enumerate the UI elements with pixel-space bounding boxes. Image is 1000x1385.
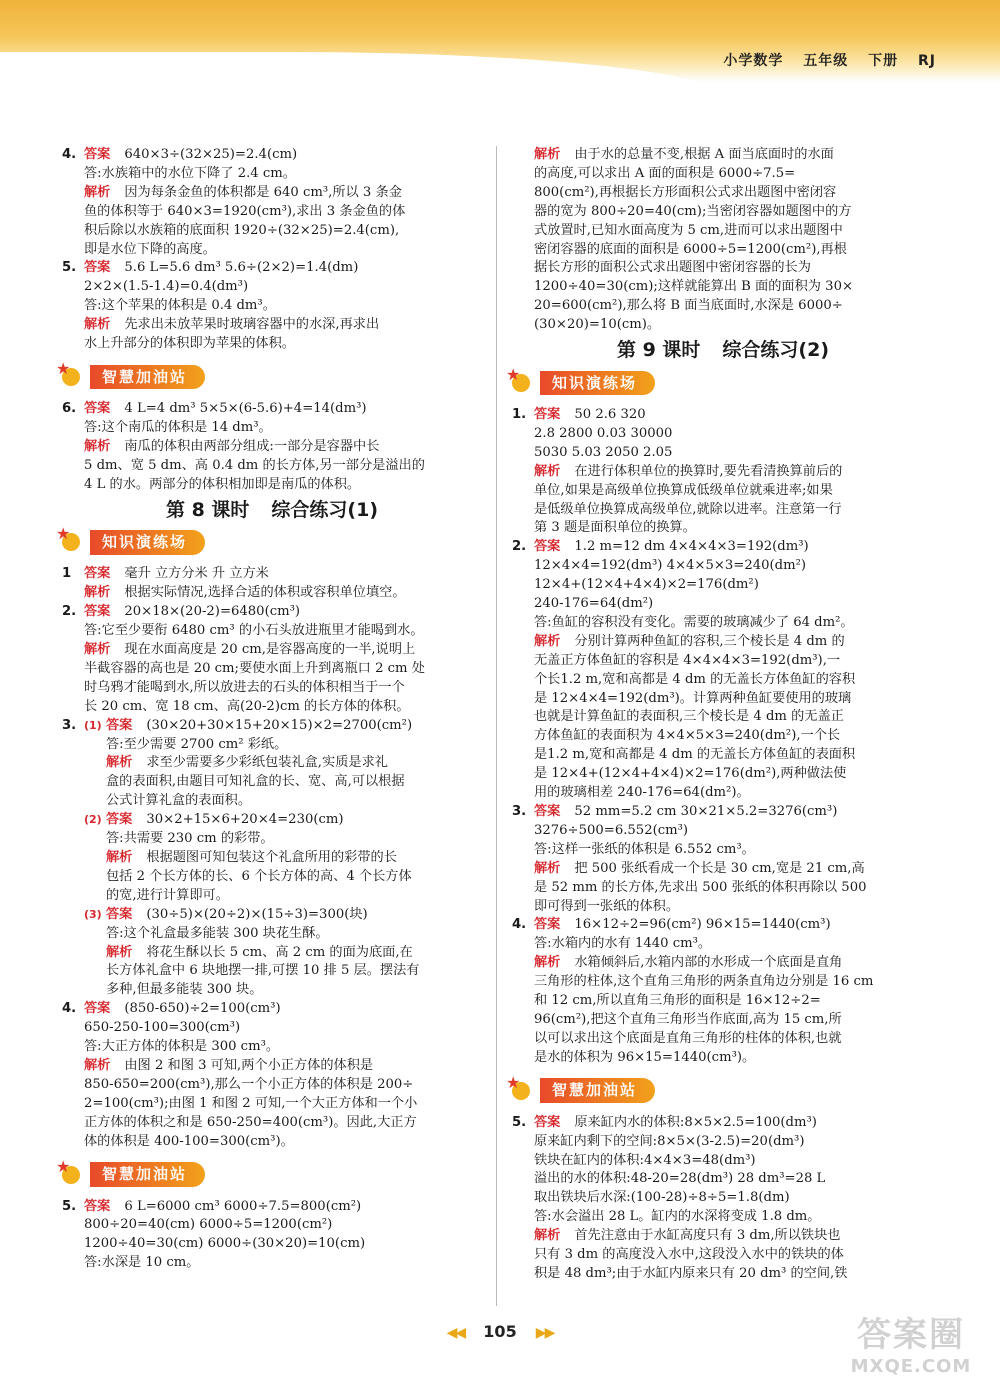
lesson8-question-2 bbox=[62, 603, 482, 716]
star-badge-icon bbox=[56, 364, 90, 390]
answer-text: 30×2+15×6+20×4=230(cm) bbox=[146, 812, 344, 828]
analysis-line: 三角形的柱体,这个直角三角形的两条直角边分别是 16 cm bbox=[534, 974, 874, 990]
analysis-line: 包括 2 个长方体的长、6 个长方体的高、4 个长方体 bbox=[106, 868, 412, 884]
lesson9-question-4 bbox=[512, 916, 934, 1067]
analysis-line: 正方体的体积之和是 650-250=400(cm³)。因此,大正方 bbox=[84, 1114, 417, 1130]
answer-text: 5.6 L=5.6 dm³ 5.6÷(2×2)=1.4(dm) bbox=[124, 260, 359, 276]
star-badge-icon bbox=[506, 370, 540, 396]
analysis-line: 积后除以水族箱的底面积 1920÷(32×25)=2.4(cm), bbox=[84, 222, 400, 238]
analysis-line: 积是 48 dm³;由于水缸内原来只有 20 dm³ 的空间,铁 bbox=[534, 1265, 848, 1281]
section-header-practice bbox=[56, 525, 482, 559]
analysis-line: 长方体礼盒中 6 块地摆一排,可摆 10 排 5 层。摆法有 bbox=[106, 963, 420, 979]
analysis-line: 以可以求出这个底面是直角三角形的柱体的体积,也就 bbox=[534, 1030, 842, 1046]
answer-line: 原来缸内剩下的空间:8×5×(3-2.5)=20(dm³) bbox=[534, 1133, 805, 1149]
analysis-tag: 解析 bbox=[84, 642, 111, 658]
question-number: 2. bbox=[62, 604, 77, 620]
answer-line: 答:共需要 230 cm 的彩带。 bbox=[106, 831, 274, 847]
answer-text: 原来缸内水的体积:8×5×2.5=100(dm³) bbox=[574, 1114, 817, 1130]
analysis-line: 时乌鸦才能喝到水,所以放进去的石头的体积相当于一个 bbox=[84, 679, 405, 695]
edition-label: RJ bbox=[918, 53, 936, 69]
answer-line: 650-250-100=300(cm³) bbox=[84, 1020, 241, 1036]
lesson-8-title bbox=[62, 498, 482, 521]
answer-line: 答:水深是 10 cm。 bbox=[84, 1255, 200, 1271]
analysis-tag: 解析 bbox=[534, 633, 561, 649]
analysis-line: 根据实际情况,选择合适的体积或容积单位填空。 bbox=[124, 585, 406, 601]
analysis-line: 即可得到一张纸的体积。 bbox=[534, 898, 680, 914]
volume-label: 下册 bbox=[868, 53, 899, 69]
analysis-line: 是 52 mm 的长方体,先求出 500 张纸的体积再除以 500 bbox=[534, 879, 867, 895]
answer-text: 4 L=4 dm³ 5×5×(6-5.6)+4=14(dm³) bbox=[124, 400, 367, 416]
analysis-line: 也就是计算鱼缸的表面积,三个棱长是 4 dm 的无盖正 bbox=[534, 709, 844, 725]
section-label: 智慧加油站 bbox=[90, 365, 205, 390]
answer-line: 铁块在缸内的体积:4×4×3=48(dm³) bbox=[534, 1152, 756, 1168]
sub-number: (3) bbox=[84, 907, 102, 921]
answer-text: 6 L=6000 cm³ 6000÷7.5=800(cm²) bbox=[124, 1198, 362, 1214]
analysis-line: 密闭容器的底面的面积是 6000÷5=1200(cm²),再根 bbox=[534, 241, 847, 257]
lesson-9-title bbox=[512, 341, 934, 360]
answer-text: (30×20+30×15+20×15)×2=2700(cm²) bbox=[146, 717, 413, 733]
question-number: 4. bbox=[62, 1001, 77, 1017]
analysis-line: 是 12×4+(12×4+4×4)×2=176(dm²),两种做法使 bbox=[534, 766, 847, 782]
lesson9-question-3 bbox=[512, 803, 934, 916]
analysis-line: 求至少需要多少彩纸包装礼盒,实质是求礼 bbox=[146, 755, 388, 771]
watermark-url: MXQE.COM bbox=[850, 1356, 972, 1377]
section-header-practice bbox=[506, 366, 934, 400]
analysis-line: 是低级单位换算成高级单位,就除以进率。注意第一行 bbox=[534, 501, 842, 517]
analysis-line: 把 500 张纸看成一个长是 30 cm,宽是 21 cm,高 bbox=[574, 860, 865, 876]
analysis-line: 用的玻璃相差 240-176=64(dm²)。 bbox=[534, 785, 750, 801]
answer-line: 溢出的水的体积:48-20=28(dm³) 28 dm³=28 L bbox=[534, 1171, 826, 1187]
star-badge-icon bbox=[56, 1162, 90, 1188]
watermark-title: 答案圈 bbox=[857, 1315, 965, 1355]
analysis-tag: 解析 bbox=[84, 585, 111, 601]
analysis-line: 南瓜的体积由两部分组成:一部分是容器中长 bbox=[124, 438, 380, 454]
answer-tag: 答案 bbox=[534, 1114, 561, 1130]
answer-line: 答:这个南瓜的体积是 14 dm³。 bbox=[84, 419, 272, 435]
analysis-line: 先求出未放苹果时玻璃容器中的水深,再求出 bbox=[124, 317, 380, 333]
analysis-line: (30×20)=10(cm)。 bbox=[534, 317, 661, 333]
answer-line: 答:这个苹果的体积是 0.4 dm³。 bbox=[84, 298, 276, 314]
answer-tag: 答案 bbox=[84, 1198, 111, 1214]
analysis-line: 是 12×4×4=192(dm³)。计算两种鱼缸要使用的玻璃 bbox=[534, 690, 852, 706]
analysis-line: 水箱倾斜后,水箱内部的水形成一个底面是直角 bbox=[574, 955, 843, 971]
analysis-tag: 解析 bbox=[534, 147, 561, 162]
answer-line: 1200÷40=30(cm) 6000÷(30×20)=10(cm) bbox=[84, 1236, 366, 1252]
analysis-tag: 解析 bbox=[534, 955, 561, 971]
analysis-tag: 解析 bbox=[84, 184, 111, 200]
banner-wave bbox=[0, 52, 720, 96]
analysis-line: 只有 3 dm 的高度没入水中,这段没入水中的铁块的体 bbox=[534, 1247, 844, 1263]
answer-line: 答:水族箱中的水位下降了 2.4 cm。 bbox=[84, 165, 296, 181]
answer-line: 取出铁块后水深:(100-28)÷8÷5=1.8(dm) bbox=[534, 1190, 790, 1206]
analysis-line: 由图 2 和图 3 可知,两个小正方体的体积是 bbox=[124, 1057, 374, 1073]
question-number: 5. bbox=[512, 1114, 527, 1130]
section-label: 智慧加油站 bbox=[540, 1078, 655, 1103]
answer-line: 答:至少需要 2700 cm² 彩纸。 bbox=[106, 736, 288, 752]
sub-number: (1) bbox=[84, 718, 102, 732]
analysis-line: 单位,如果是高级单位换算成低级单位就乘进率;如果 bbox=[534, 482, 833, 498]
analysis-line: 1200÷40=30(cm);这样就能算出 B 面的面积为 30× bbox=[534, 279, 854, 295]
analysis-line: 5 dm、宽 5 dm、高 0.4 dm 的长方体,另一部分是溢出的 bbox=[84, 457, 425, 473]
answer-line: 答:它至少要衔 6480 cm³ 的小石头放进瓶里才能喝到水。 bbox=[84, 623, 424, 639]
answer-text: 20×18×(20-2)=6480(cm³) bbox=[124, 604, 301, 620]
lesson9-question-2 bbox=[512, 538, 934, 803]
section-header-boost bbox=[56, 360, 482, 394]
answer-text: 52 mm=5.2 cm 30×21×5.2=3276(cm³) bbox=[574, 804, 838, 819]
question-number: 2. bbox=[512, 539, 527, 555]
analysis-line: 无盖正方体鱼缸的容积是 4×4×4×3=192(dm³),一 bbox=[534, 652, 841, 668]
question-5 bbox=[62, 259, 482, 354]
lesson8-question-1 bbox=[62, 565, 482, 603]
question-number: 3. bbox=[62, 717, 77, 733]
lesson8-question-4 bbox=[62, 1000, 482, 1151]
question-number: 1. bbox=[512, 406, 527, 422]
answer-line: 3276÷500=6.552(cm³) bbox=[534, 822, 689, 838]
analysis-line: 首先注意由于水缸高度只有 3 dm,所以铁块也 bbox=[574, 1228, 841, 1244]
sub-number: (2) bbox=[84, 813, 102, 827]
answer-tag: 答案 bbox=[534, 917, 561, 933]
analysis-line: 式放置时,已知水面高度为 5 cm,进而可以求出题图中 bbox=[534, 222, 843, 238]
column-divider bbox=[496, 146, 497, 1306]
analysis-line: 个长1.2 m,宽和高都是 4 dm 的无盖长方体鱼缸的容积 bbox=[534, 671, 856, 687]
prev-arrows-icon: ◀◀ bbox=[446, 1325, 465, 1341]
question-number: 4. bbox=[62, 147, 77, 162]
analysis-line: 方体鱼缸的表面积为 4×4×5×3=240(dm²),一个长 bbox=[534, 728, 841, 744]
grade-label: 五年级 bbox=[803, 53, 849, 69]
analysis-tag: 解析 bbox=[84, 438, 111, 454]
section-header-boost bbox=[56, 1158, 482, 1192]
question-number: 5. bbox=[62, 260, 77, 276]
answer-text: (850-650)÷2=100(cm³) bbox=[124, 1001, 281, 1017]
analysis-line: 在进行体积单位的换算时,要先看清换算前后的 bbox=[574, 463, 843, 479]
star-badge-icon bbox=[56, 529, 90, 555]
answer-line: 12×4+(12×4+4×4)×2=176(dm²) bbox=[534, 577, 759, 593]
analysis-line: 即是水位下降的高度。 bbox=[84, 241, 216, 257]
analysis-line: 20=600(cm²),那么将 B 面当底面时,水深是 6000÷ bbox=[534, 298, 843, 314]
question-6 bbox=[62, 400, 482, 495]
analysis-line: 将花生酥以长 5 cm、高 2 cm 的面为底面,在 bbox=[146, 944, 413, 960]
analysis-line: 器的宽为 800÷20=40(cm);当密闭容器如题图中的方 bbox=[534, 203, 852, 219]
question-4 bbox=[62, 146, 482, 259]
lesson-title: 综合练习(2) bbox=[722, 339, 830, 362]
analysis-tag: 解析 bbox=[534, 463, 561, 479]
analysis-line: 据长方形的面积公式求出题图中密闭容器的长为 bbox=[534, 260, 811, 276]
analysis-line: 半截容器的高也是 20 cm;要使水面上升到离瓶口 2 cm 处 bbox=[84, 660, 425, 676]
analysis-line: 4 L 的水。两部分的体积相加即是南瓜的体积。 bbox=[84, 476, 361, 492]
answer-line: 答:水会溢出 28 L。缸内的水深将变成 1.8 dm。 bbox=[534, 1209, 821, 1225]
left-column bbox=[62, 146, 482, 1273]
answer-tag: 答案 bbox=[84, 400, 111, 416]
analysis-line: 和 12 cm,所以直角三角形的面积是 16×12÷2= bbox=[534, 993, 821, 1009]
subject-label: 小学数学 bbox=[723, 53, 784, 69]
answer-text: 1.2 m=12 dm 4×4×4×3=192(dm³) bbox=[574, 539, 809, 555]
answer-line: 2.8 2800 0.03 30000 bbox=[534, 425, 673, 441]
answer-line: 答:鱼缸的容积没有变化。需要的玻璃减少了 64 dm²。 bbox=[534, 614, 854, 630]
next-arrows-icon: ▶▶ bbox=[535, 1325, 554, 1341]
section-label: 知识演练场 bbox=[540, 371, 655, 396]
answer-line: 答:水箱内的水有 1440 cm³。 bbox=[534, 936, 712, 952]
analysis-line: 850-650=200(cm³),那么一个小正方体的体积是 200÷ bbox=[84, 1076, 414, 1092]
answer-tag: 答案 bbox=[84, 566, 111, 582]
book-info bbox=[709, 50, 936, 70]
analysis-line: 800(cm²),再根据长方形面积公式求出题图中密闭容 bbox=[534, 184, 837, 200]
section-label: 智慧加油站 bbox=[90, 1162, 205, 1187]
answer-line: 答:大正方体的体积是 300 cm³。 bbox=[84, 1039, 280, 1055]
answer-text: (30÷5)×(20÷2)×(15÷3)=300(块) bbox=[146, 906, 368, 922]
analysis-line: 96(cm²),把这个直角三角形当作底面,高为 15 cm,所 bbox=[534, 1011, 842, 1027]
lesson9-question-1 bbox=[512, 406, 934, 538]
analysis-line: 体的体积是 400-100=300(cm³)。 bbox=[84, 1133, 294, 1149]
analysis-line: 公式计算礼盒的表面积。 bbox=[106, 793, 252, 809]
answer-tag: 答案 bbox=[534, 539, 561, 555]
analysis-line: 水上升部分的体积即为苹果的体积。 bbox=[84, 336, 295, 352]
analysis-line: 盒的表面积,由题目可知礼盒的长、宽、高,可以根据 bbox=[106, 774, 405, 790]
lesson-number: 第 8 课时 bbox=[165, 498, 250, 521]
star-badge-icon bbox=[506, 1078, 540, 1104]
question-number: 5. bbox=[62, 1198, 77, 1214]
analysis-line: 因为每条金鱼的体积都是 640 cm³,所以 3 条金 bbox=[124, 184, 402, 200]
analysis-tag: 解析 bbox=[106, 755, 133, 771]
analysis-line: 是水的体积为 96×15=1440(cm³)。 bbox=[534, 1049, 756, 1065]
continued-analysis bbox=[512, 146, 934, 335]
answer-line: 答:这样一张纸的体积是 6.552 cm³。 bbox=[534, 841, 755, 857]
analysis-line: 的宽,进行计算即可。 bbox=[106, 887, 229, 903]
lesson8-question-3 bbox=[62, 717, 482, 1001]
answer-text: 50 2.6 320 bbox=[574, 406, 646, 422]
analysis-line: 鱼的体积等于 640×3=1920(cm³),求出 3 条金鱼的体 bbox=[84, 203, 406, 219]
analysis-line: 的高度,可以求出 A 面的面积是 6000÷7.5= bbox=[534, 165, 796, 181]
answer-line: 答:这个礼盒最多能装 300 块花生酥。 bbox=[106, 925, 329, 941]
answer-tag: 答案 bbox=[84, 260, 111, 276]
analysis-tag: 解析 bbox=[106, 850, 133, 865]
analysis-line: 根据题图可知包装这个礼盒所用的彩带的长 bbox=[146, 850, 397, 865]
analysis-line: 现在水面高度是 20 cm,是容器高度的一半,说明上 bbox=[124, 642, 416, 658]
analysis-line: 第 3 题是面积单位的换算。 bbox=[534, 520, 696, 536]
lesson-number: 第 9 课时 bbox=[616, 339, 701, 362]
right-column bbox=[512, 146, 934, 1284]
lesson-title: 综合练习(1) bbox=[271, 498, 379, 521]
lesson9-question-5 bbox=[512, 1114, 934, 1284]
analysis-tag: 解析 bbox=[84, 1057, 111, 1073]
answer-tag: 答案 bbox=[84, 147, 111, 162]
page-number: 105 bbox=[483, 1322, 517, 1341]
watermark-logo bbox=[836, 1307, 986, 1379]
analysis-line: 2=100(cm³);由图 1 和图 2 可知,一个大正方体和一个小 bbox=[84, 1095, 418, 1111]
analysis-line: 由于水的总量不变,根据 A 面当底面时的水面 bbox=[574, 147, 834, 162]
answer-tag: 答案 bbox=[534, 406, 561, 422]
question-number: 3. bbox=[512, 804, 527, 819]
analysis-tag: 解析 bbox=[534, 1228, 561, 1244]
answer-line: 240-176=64(dm²) bbox=[534, 596, 654, 612]
answer-tag: 答案 bbox=[106, 812, 133, 828]
analysis-line: 分别计算两种鱼缸的容积,三个棱长是 4 dm 的 bbox=[574, 633, 845, 649]
analysis-tag: 解析 bbox=[534, 860, 561, 876]
answer-line: 5030 5.03 2050 2.05 bbox=[534, 444, 673, 460]
question-number: 1 bbox=[62, 566, 72, 582]
section-header-boost bbox=[506, 1074, 934, 1108]
answer-text: 640×3÷(32×25)=2.4(cm) bbox=[124, 147, 298, 162]
answer-tag: 答案 bbox=[84, 604, 111, 620]
answer-tag: 答案 bbox=[106, 906, 133, 922]
lesson8-question-5 bbox=[62, 1198, 482, 1274]
analysis-tag: 解析 bbox=[84, 317, 111, 333]
answer-line: 2×2×(1.5-1.4)=0.4(dm³) bbox=[84, 279, 249, 295]
answer-line: 12×4×4=192(dm³) 4×4×5×3=240(dm²) bbox=[534, 558, 807, 574]
answer-tag: 答案 bbox=[84, 1001, 111, 1017]
answer-tag: 答案 bbox=[106, 717, 133, 733]
question-number: 4. bbox=[512, 917, 527, 933]
analysis-tag: 解析 bbox=[106, 944, 133, 960]
analysis-line: 是1.2 m,宽和高都是 4 dm 的无盖长方体鱼缸的表面积 bbox=[534, 747, 856, 763]
section-label: 知识演练场 bbox=[90, 530, 205, 555]
answer-line: 800÷20=40(cm) 6000÷5=1200(cm²) bbox=[84, 1217, 333, 1233]
analysis-line: 长 20 cm、宽 18 cm、高(20-2)cm 的长方体的体积。 bbox=[84, 698, 410, 714]
question-number: 6. bbox=[62, 400, 77, 416]
answer-text: 毫升 立方分米 升 立方米 bbox=[124, 566, 269, 582]
answer-text: 16×12÷2=96(cm²) 96×15=1440(cm³) bbox=[574, 917, 831, 933]
answer-tag: 答案 bbox=[534, 804, 561, 819]
analysis-line: 多种,但最多能装 300 块。 bbox=[106, 982, 263, 998]
